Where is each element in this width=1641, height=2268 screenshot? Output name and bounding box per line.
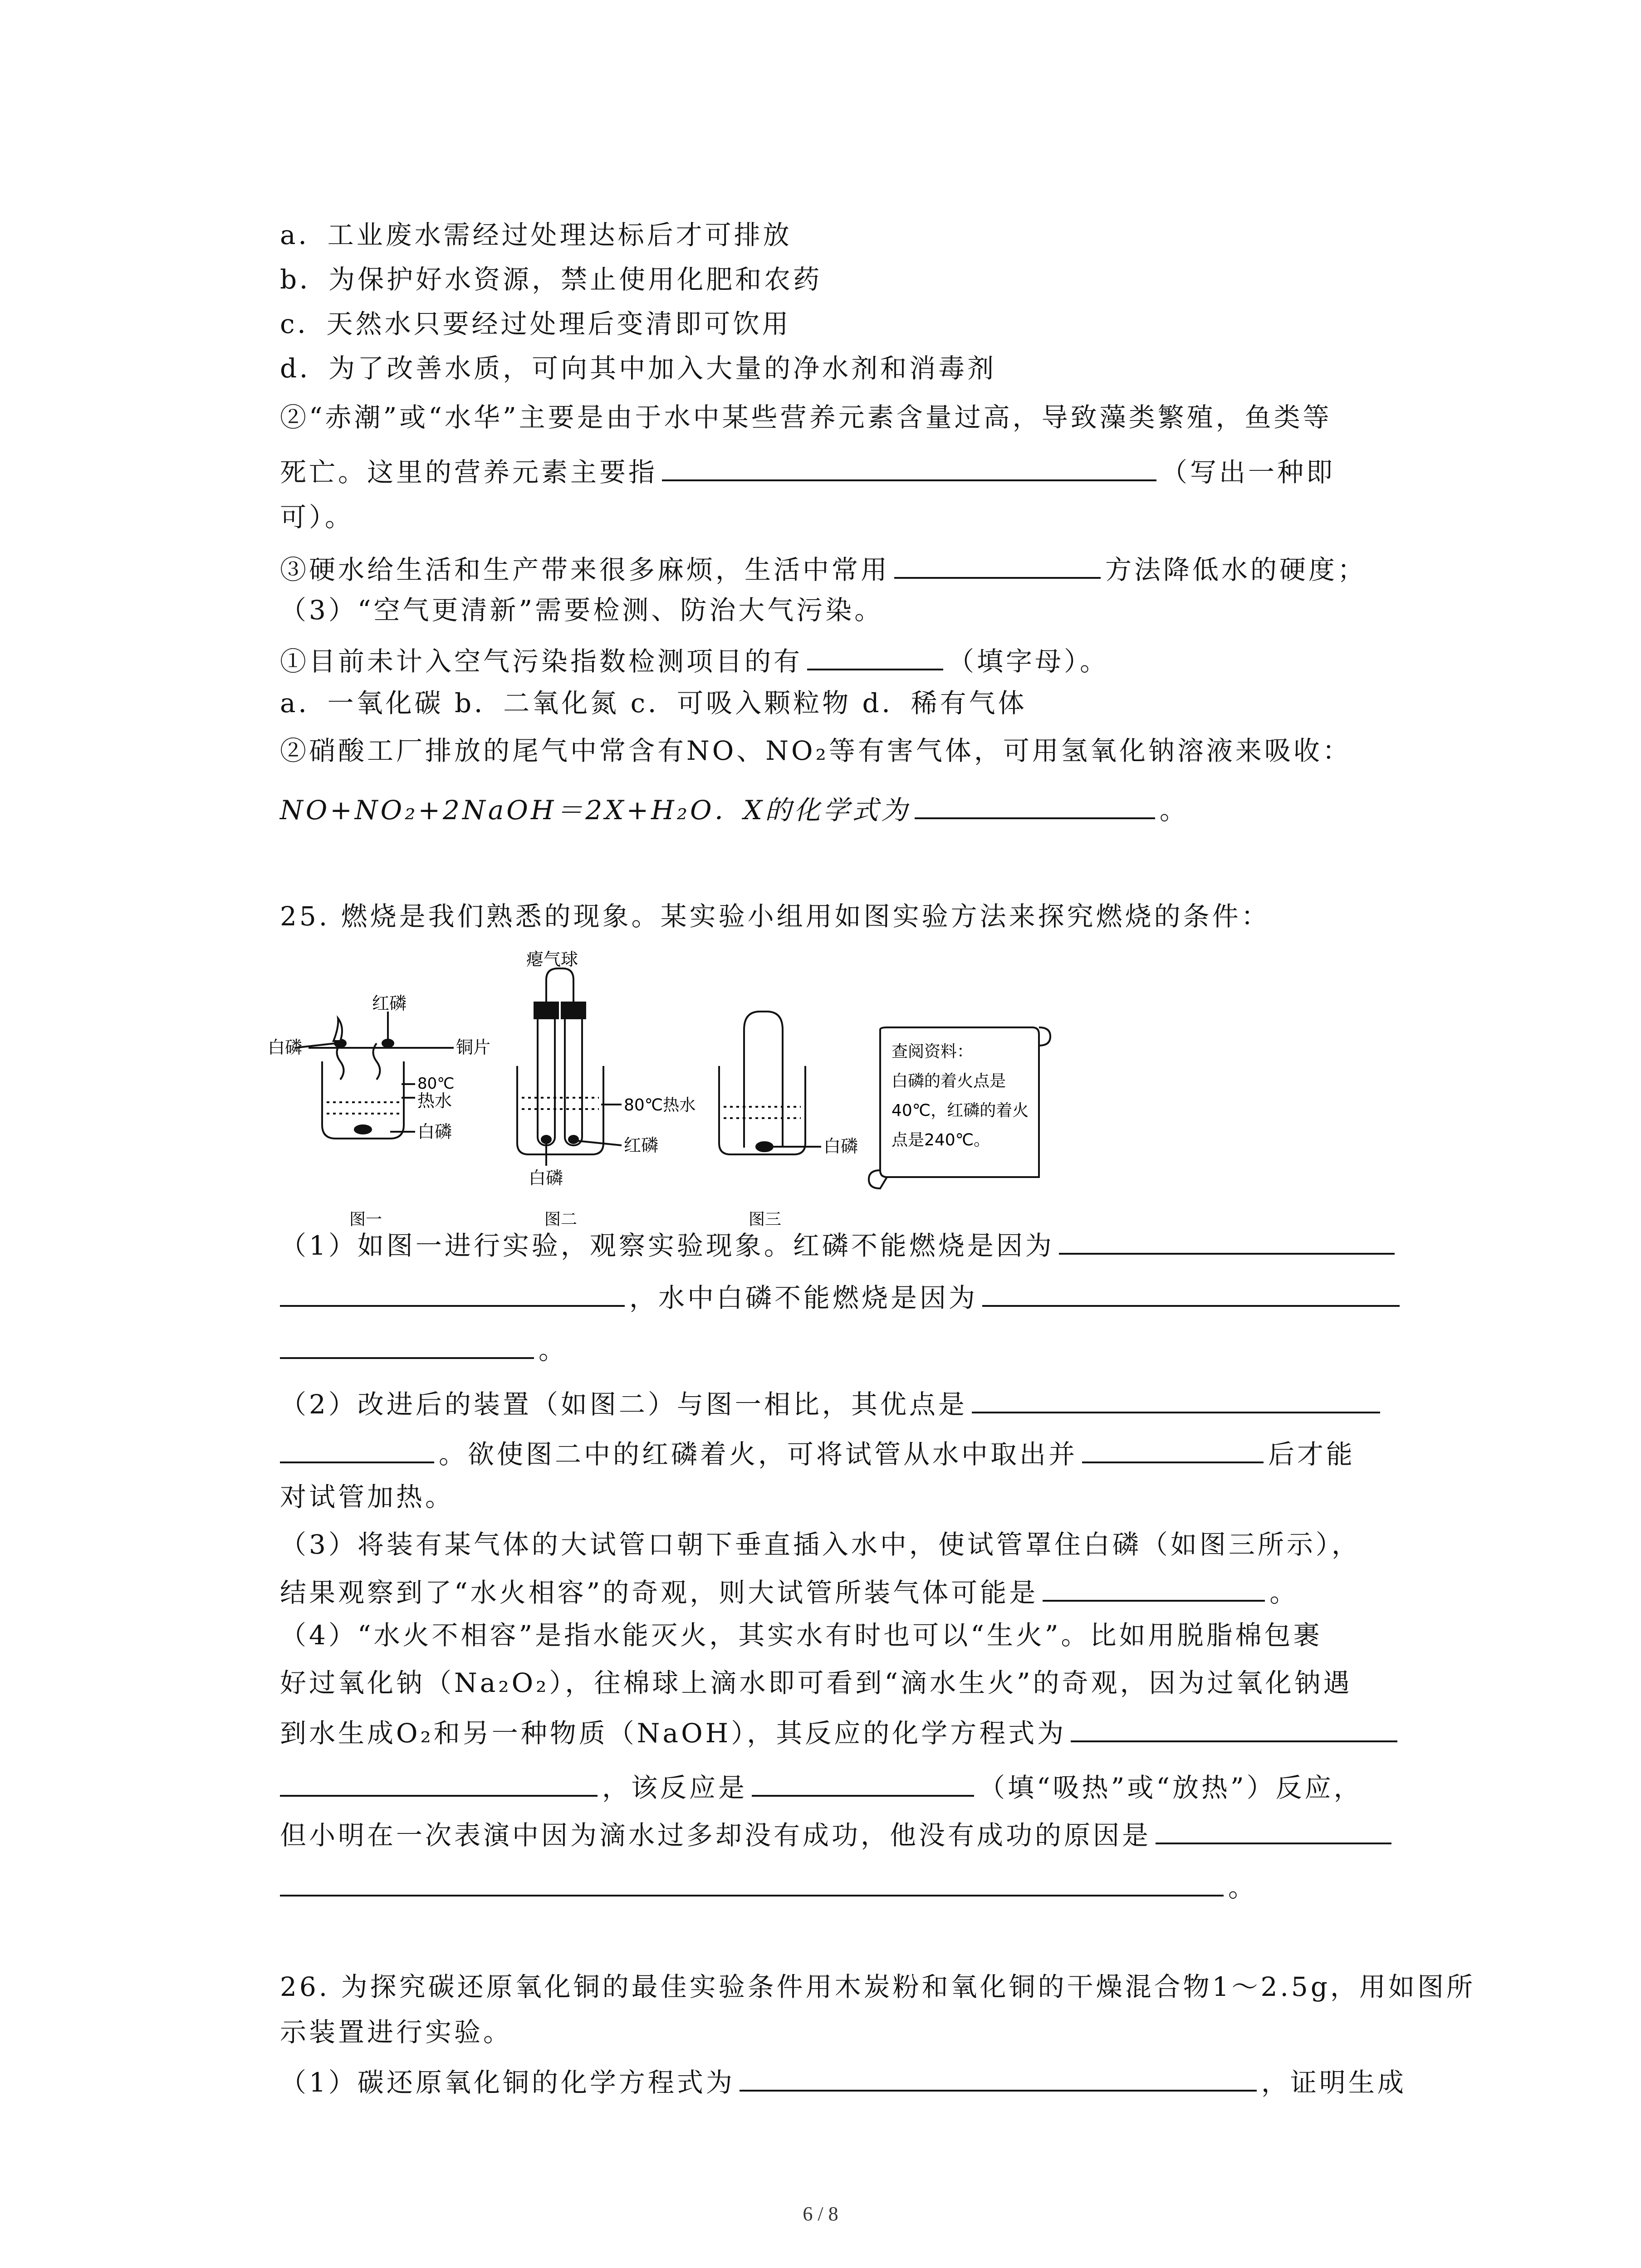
question-25: 25. 燃烧是我们熟悉的现象。某实验小组用如图实验方法来探究燃烧的条件： bbox=[280, 901, 1270, 932]
line-d: d．为了改善水质，可向其中加入大量的净水剂和消毒剂 bbox=[280, 353, 997, 384]
text: 方法降低水的硬度； bbox=[1105, 554, 1367, 585]
line-options: a．一氧化碳 b．二氧化氮 c．可吸入颗粒物 d．稀有气体 bbox=[280, 688, 1027, 719]
answer-blank[interactable] bbox=[1059, 1225, 1395, 1255]
answer-blank[interactable] bbox=[1071, 1712, 1397, 1742]
q25-part3-cont bbox=[280, 1572, 1298, 1611]
answer-blank[interactable] bbox=[1156, 1814, 1391, 1844]
text: 但小明在一次表演中因为滴水过多却没有成功，他没有成功的原因是 bbox=[280, 1820, 1151, 1851]
label-white-phosphorus-2: 白磷 bbox=[529, 1168, 563, 1188]
line-a: a．工业废水需经过处理达标后才可排放 bbox=[280, 220, 792, 250]
text: 。 bbox=[1228, 1872, 1258, 1903]
answer-blank[interactable] bbox=[280, 1767, 598, 1797]
answer-blank[interactable] bbox=[1043, 1572, 1265, 1602]
q25-part4-g bbox=[280, 1867, 1257, 1906]
line-q3-2: ②硝酸工厂排放的尾气中常含有NO、NO₂等有害气体，可用氢氧化钠溶液来吸收： bbox=[280, 735, 1352, 766]
note-line-3: 点是240℃。 bbox=[892, 1131, 990, 1149]
line-nutrient bbox=[280, 451, 1335, 490]
line-c: c．天然水只要经过处理后变清即可饮用 bbox=[280, 308, 791, 339]
label-white-phosphorus-left: 白磷 bbox=[268, 1037, 303, 1057]
text: 。 bbox=[539, 1334, 568, 1365]
answer-blank[interactable] bbox=[662, 451, 1156, 481]
label-white-phosphorus-bottom: 白磷 bbox=[417, 1122, 452, 1142]
note-line-1: 白磷的着火点是 bbox=[892, 1072, 1006, 1090]
line-q3-1 bbox=[280, 640, 1109, 679]
answer-blank[interactable] bbox=[280, 1867, 1224, 1897]
line-red-tide: ②“赤潮”或“水华”主要是由于水中某些营养元素含量过高，导致藻类繁殖，鱼类等 bbox=[280, 402, 1332, 433]
text: ，水中白磷不能燃烧是因为 bbox=[629, 1282, 978, 1313]
text: （1）如图一进行实验，观察实验现象。红磷不能燃烧是因为 bbox=[280, 1230, 1054, 1261]
text: 死亡。这里的营养元素主要指 bbox=[280, 457, 658, 488]
q25-part2-cont bbox=[280, 1433, 1355, 1472]
q25-part4: （4）“水火不相容”是指水能灭火，其实水有时也可以“生火”。比如用脱脂棉包裹 bbox=[280, 1620, 1323, 1651]
text: 后才能 bbox=[1268, 1439, 1356, 1470]
label-80c: 80℃ bbox=[417, 1075, 455, 1093]
line-q3: （3）“空气更清新”需要检测、防治大气污染。 bbox=[280, 595, 884, 626]
text: ，该反应是 bbox=[602, 1772, 748, 1803]
text: ，证明生成 bbox=[1261, 2067, 1406, 2098]
question-26-cont: 示装置进行实验。 bbox=[280, 2017, 513, 2048]
text: 到水生成O₂和另一种物质（NaOH），其反应的化学方程式为 bbox=[280, 1718, 1067, 1749]
text: NO+NO₂+2NaOH＝2X+H₂O．X的化学式为 bbox=[280, 795, 910, 826]
text: （写出一种即 bbox=[1161, 457, 1336, 488]
figure-two bbox=[517, 968, 622, 1166]
answer-blank[interactable] bbox=[280, 1329, 534, 1359]
text: （填字母）。 bbox=[948, 646, 1109, 677]
q25-part4-c bbox=[280, 1712, 1402, 1751]
q25-part3: （3）将装有某气体的大试管口朝下垂直插入水中，使试管罩住白磷（如图三所示）， bbox=[280, 1529, 1361, 1560]
answer-blank[interactable] bbox=[280, 1433, 434, 1463]
answer-blank[interactable] bbox=[972, 1383, 1380, 1413]
line-b: b．为保护好水资源，禁止使用化肥和农药 bbox=[280, 264, 823, 295]
text: ①目前未计入空气污染指数检测项目的有 bbox=[280, 646, 803, 677]
label-copper: 铜片 bbox=[456, 1037, 491, 1057]
q25-part2 bbox=[280, 1383, 1385, 1422]
q25-part1-cont bbox=[280, 1277, 1404, 1316]
label-balloon: 瘪气球 bbox=[526, 949, 578, 969]
label-red-phosphorus-2: 红磷 bbox=[624, 1135, 659, 1155]
question-26: 26. 为探究碳还原氧化铜的最佳实验条件用木炭粉和氧化铜的干燥混合物1～2.5g，用如图所 bbox=[280, 1971, 1475, 2002]
note-line-2: 40℃，红磷的着火 bbox=[892, 1101, 1029, 1120]
answer-blank[interactable] bbox=[1082, 1433, 1264, 1463]
text: 结果观察到了“水火相容”的奇观，则大试管所装气体可能是 bbox=[280, 1577, 1038, 1608]
answer-blank[interactable] bbox=[752, 1767, 974, 1797]
q25-part1 bbox=[280, 1225, 1399, 1264]
label-red-phosphorus: 红磷 bbox=[372, 993, 407, 1013]
text: 。欲使图二中的红磷着火，可将试管从水中取出并 bbox=[439, 1439, 1078, 1470]
answer-blank[interactable] bbox=[894, 549, 1101, 579]
note-title: 查阅资料： bbox=[892, 1042, 974, 1061]
page-number: 6 / 8 bbox=[803, 2203, 838, 2225]
q25-part4-d bbox=[280, 1767, 1363, 1806]
label-hot-water-80: 80℃热水 bbox=[624, 1096, 696, 1114]
q25-part1-end bbox=[280, 1329, 568, 1368]
answer-blank[interactable] bbox=[807, 640, 943, 670]
answer-blank[interactable] bbox=[915, 789, 1155, 819]
q25-part4-b: 好过氧化钠（Na₂O₂），往棉球上滴水即可看到“滴水生火”的奇观，因为过氧化钠遇 bbox=[280, 1667, 1352, 1698]
text: （2）改进后的装置（如图二）与图一相比，其优点是 bbox=[280, 1389, 967, 1420]
answer-blank[interactable] bbox=[280, 1277, 625, 1307]
text: ③硬水给生活和生产带来很多麻烦，生活中常用 bbox=[280, 554, 890, 585]
caption-fig1: 图一 bbox=[349, 1210, 382, 1229]
text: 。 bbox=[1159, 795, 1189, 826]
q25-part2-end: 对试管加热。 bbox=[280, 1481, 455, 1512]
answer-blank[interactable] bbox=[982, 1277, 1400, 1307]
line-equation bbox=[280, 789, 1189, 828]
answer-blank[interactable] bbox=[740, 2062, 1257, 2092]
q25-part4-f bbox=[280, 1814, 1396, 1853]
q26-part1 bbox=[280, 2062, 1406, 2101]
label-hot-water: 热水 bbox=[417, 1091, 452, 1111]
line-hard-water bbox=[280, 549, 1367, 588]
caption-fig2: 图二 bbox=[544, 1210, 578, 1229]
caption-fig3: 图三 bbox=[749, 1210, 782, 1229]
text: （1）碳还原氧化铜的化学方程式为 bbox=[280, 2067, 735, 2098]
line-nutrient-end: 可）。 bbox=[280, 502, 354, 533]
text: 。 bbox=[1269, 1577, 1299, 1608]
text: （填“吸热”或“放热”）反应， bbox=[979, 1772, 1363, 1803]
figure-three bbox=[719, 1012, 821, 1154]
experiment-figure bbox=[268, 949, 1112, 1243]
label-white-phosphorus-3: 白磷 bbox=[823, 1136, 858, 1156]
